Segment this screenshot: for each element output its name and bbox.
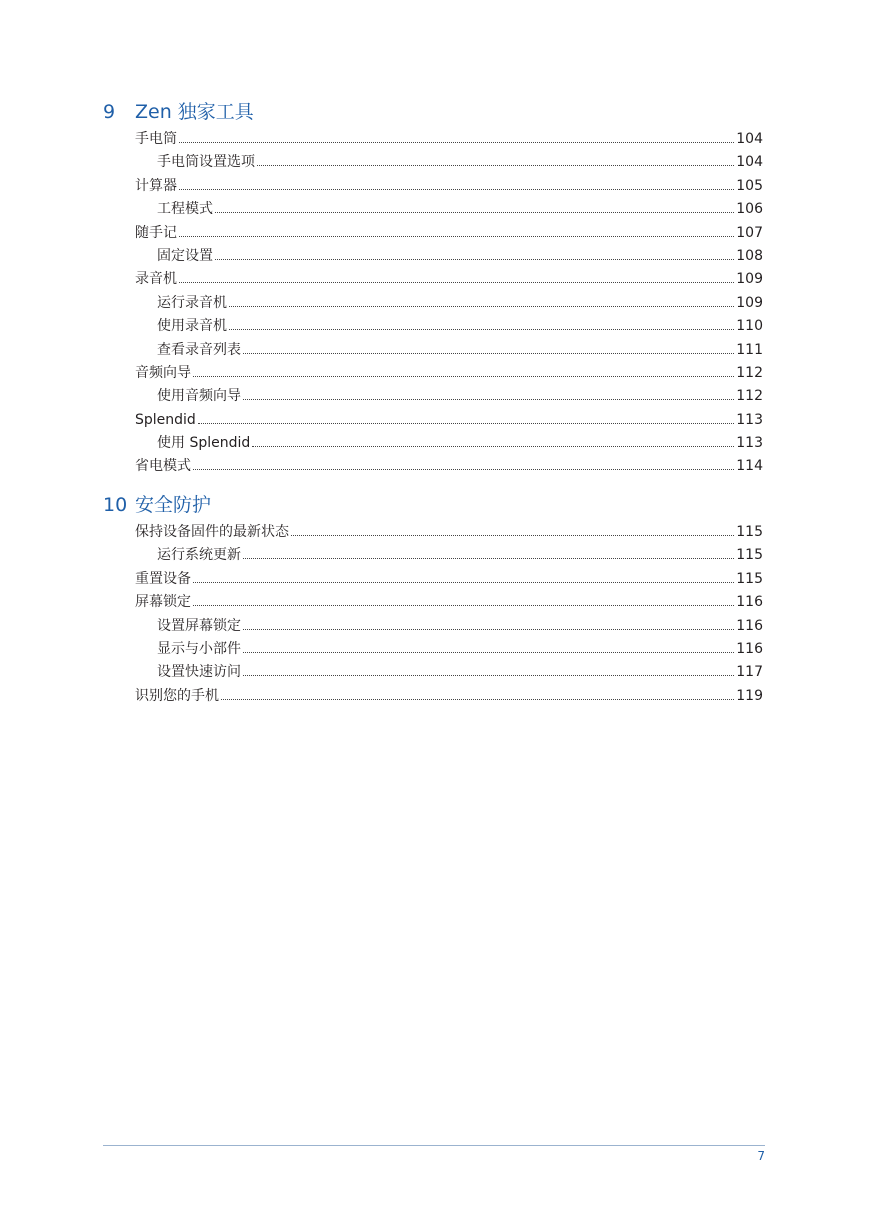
section-title: Zen 独家工具 bbox=[135, 101, 254, 123]
dot-leader bbox=[243, 674, 734, 676]
toc-entry-label: 录音机 bbox=[135, 271, 177, 288]
dot-leader bbox=[193, 468, 734, 470]
toc-entry[interactable] bbox=[103, 245, 763, 268]
toc-entry[interactable] bbox=[103, 591, 763, 614]
toc-entry-page: 119 bbox=[736, 687, 763, 704]
toc-entry-label: 设置屏幕锁定 bbox=[157, 617, 241, 634]
dot-leader bbox=[257, 164, 734, 166]
dot-leader bbox=[193, 604, 734, 606]
dot-leader bbox=[198, 422, 734, 424]
toc-entry-page: 108 bbox=[736, 247, 763, 264]
toc-entry-label: 显示与小部件 bbox=[157, 640, 241, 657]
toc-entry[interactable] bbox=[103, 339, 763, 362]
toc-entry-list bbox=[103, 128, 763, 479]
toc-entry-page: 104 bbox=[736, 131, 763, 147]
dot-leader bbox=[179, 281, 734, 283]
toc-entry[interactable] bbox=[103, 175, 763, 198]
section-title: 安全防护 bbox=[135, 494, 212, 516]
toc-entry[interactable] bbox=[103, 432, 763, 455]
footer-page-number: 7 bbox=[757, 1149, 765, 1163]
toc-entry-page: 111 bbox=[736, 341, 763, 358]
toc-entry[interactable] bbox=[103, 455, 763, 478]
toc-entry[interactable] bbox=[103, 385, 763, 408]
dot-leader bbox=[179, 235, 734, 237]
toc-entry-label: 使用音频向导 bbox=[157, 388, 241, 405]
toc-entry-label: 固定设置 bbox=[157, 247, 213, 264]
dot-leader bbox=[243, 352, 734, 354]
toc-entry-label: 使用录音机 bbox=[157, 318, 227, 335]
toc-entry-label: Splendid bbox=[135, 411, 196, 428]
toc-entry-label: 保持设备固件的最新状态 bbox=[135, 524, 289, 540]
toc-entry-page: 115 bbox=[736, 524, 763, 540]
toc-entry-label: 重置设备 bbox=[135, 570, 191, 587]
toc-entry-label: 屏幕锁定 bbox=[135, 594, 191, 611]
dot-leader bbox=[243, 398, 734, 400]
toc-entry-page: 113 bbox=[736, 435, 763, 452]
toc-entry-label: 工程模式 bbox=[157, 201, 213, 218]
section-heading bbox=[103, 98, 763, 126]
toc-entry-page: 116 bbox=[736, 617, 763, 634]
toc-entry-label: 查看录音列表 bbox=[157, 341, 241, 358]
toc-entry-page: 109 bbox=[736, 271, 763, 288]
dot-leader bbox=[215, 211, 734, 213]
toc-entry[interactable] bbox=[103, 292, 763, 315]
toc-entry[interactable] bbox=[103, 222, 763, 245]
dot-leader bbox=[193, 375, 734, 377]
toc-entry[interactable] bbox=[103, 409, 763, 432]
toc-entry-label: 识别您的手机 bbox=[135, 687, 219, 704]
toc-entry[interactable] bbox=[103, 661, 763, 684]
section-heading bbox=[103, 491, 763, 519]
toc-entry[interactable] bbox=[103, 315, 763, 338]
toc-entry[interactable] bbox=[103, 362, 763, 385]
dot-leader bbox=[252, 445, 734, 447]
toc-entry[interactable] bbox=[103, 568, 763, 591]
toc-entry-label: 使用 Splendid bbox=[157, 435, 251, 452]
toc-entry-label: 计算器 bbox=[135, 177, 177, 194]
toc-entry[interactable] bbox=[103, 544, 763, 567]
dot-leader bbox=[229, 305, 734, 307]
toc-entry[interactable] bbox=[103, 638, 763, 661]
toc-entry-page: 110 bbox=[736, 318, 763, 335]
toc-entry[interactable] bbox=[103, 521, 763, 544]
toc-section-10 bbox=[103, 491, 763, 708]
toc-entry-page: 109 bbox=[736, 294, 763, 311]
toc-entry-page: 106 bbox=[736, 201, 763, 218]
toc-entry-label: 运行系统更新 bbox=[157, 547, 241, 564]
toc-entry-page: 116 bbox=[736, 640, 763, 657]
dot-leader bbox=[243, 557, 734, 559]
toc-entry[interactable] bbox=[103, 685, 763, 708]
toc-entry-label: 运行录音机 bbox=[157, 294, 227, 311]
toc-entry-page: 113 bbox=[736, 411, 763, 428]
toc-entry[interactable] bbox=[103, 268, 763, 291]
toc-entry-label: 音频向导 bbox=[135, 364, 191, 381]
toc-entry-page: 112 bbox=[736, 388, 763, 405]
toc-entry-page: 116 bbox=[736, 594, 763, 611]
dot-leader bbox=[215, 258, 734, 260]
dot-leader bbox=[291, 534, 734, 536]
toc-entry-label: 手电筒 bbox=[135, 131, 177, 147]
toc-entry-page: 104 bbox=[736, 154, 763, 171]
toc-entry-label: 设置快速访问 bbox=[157, 664, 241, 681]
toc-entry[interactable] bbox=[103, 151, 763, 174]
toc-entry[interactable] bbox=[103, 128, 763, 151]
toc-section-9 bbox=[103, 98, 763, 479]
toc-entry-label: 手电筒设置选项 bbox=[157, 154, 255, 171]
footer-divider bbox=[103, 1145, 765, 1146]
dot-leader bbox=[229, 328, 734, 330]
section-number: 9 bbox=[103, 101, 116, 123]
dot-leader bbox=[179, 141, 734, 143]
toc-entry[interactable] bbox=[103, 198, 763, 221]
toc-entry-page: 117 bbox=[736, 664, 763, 681]
toc-entry-page: 107 bbox=[736, 224, 763, 241]
toc-entry-page: 115 bbox=[736, 547, 763, 564]
dot-leader bbox=[243, 651, 734, 653]
toc-entry-page: 114 bbox=[736, 458, 763, 475]
dot-leader bbox=[243, 628, 734, 630]
toc-entry-page: 112 bbox=[736, 364, 763, 381]
dot-leader bbox=[179, 188, 734, 190]
toc-entry[interactable] bbox=[103, 615, 763, 638]
toc-entry-label: 省电模式 bbox=[135, 458, 191, 475]
toc-entry-label: 随手记 bbox=[135, 224, 177, 241]
dot-leader bbox=[221, 698, 734, 700]
toc-entry-list bbox=[103, 521, 763, 708]
section-number: 10 bbox=[103, 494, 128, 516]
toc-entry-page: 105 bbox=[736, 177, 763, 194]
toc-entry-page: 115 bbox=[736, 570, 763, 587]
dot-leader bbox=[193, 581, 734, 583]
